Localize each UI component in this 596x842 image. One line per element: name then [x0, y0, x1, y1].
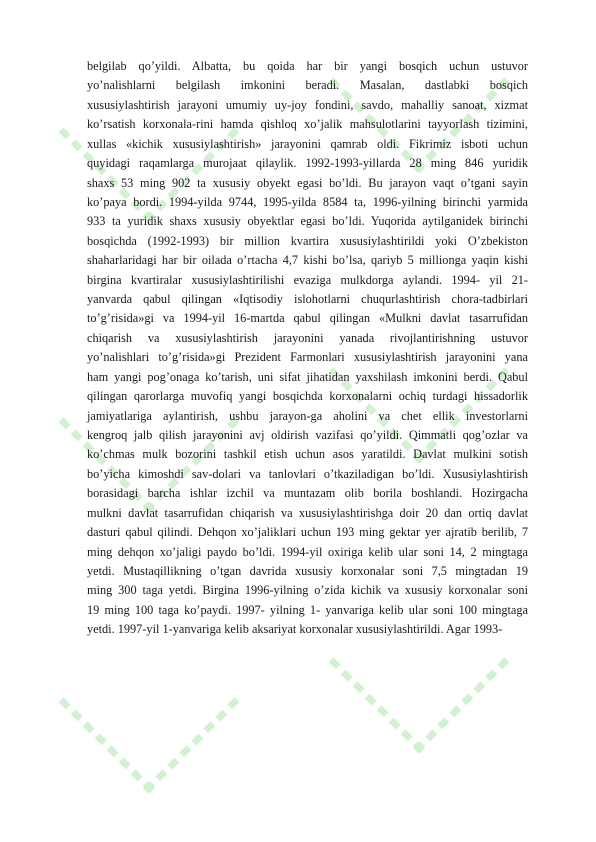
text-line: ko’paya bordi. 1994-yilda 9744, 1995-yilda 8584 ta, 1996-yilning birinchi yarmida [87, 194, 528, 209]
text-line: ko’rsatish korxonala-rini hamda qishloq xo’jalik mahsulotlarini tayyorlash tizimini, [87, 117, 528, 132]
text-line: ko’chmas mulk bozorini tashkil etish uchun asos yaratildi. Davlat mulkini sotish [87, 447, 528, 462]
text-line: jamiyatlariga aylantirish, ushbu jarayon-ga aholini va chet ellik investorlarni [87, 408, 528, 423]
text-line: yo’nalishlarni belgilash imkonini beradi. Masalan, dastlabki bosqich [87, 78, 528, 93]
text-line: belgilab qo’yildi. Albatta, bu qoida har bir yangi bosqich uchun ustuvor [87, 59, 528, 73]
text-line: chiqarish va xususiylashtirish jarayonini yanada rivojlantirishning ustuvor [87, 330, 528, 345]
watermark-chevron-icon [329, 657, 510, 753]
text-line: bosqichda (1992-1993) bir million kvartira xususiylashtirildi yoki O’zbekiston [87, 233, 528, 248]
text-line: xususiylashtirish jarayoni umumiy uy-joy fondini, savdo, mahalliy sanoat, xizmat [87, 97, 528, 112]
text-line: yetdi. 1997-yil 1-yanvariga kelib aksariyat korxonalar xususiylashtirildi. Agar 1993- [87, 622, 503, 637]
text-line: mulkni davlat tasarrufidan chiqarish va xususiylashtirishga doir 20 dan ortiq davlat [87, 505, 528, 520]
text-line: yetdi. Mustaqillikning o’tgan davrida xususiy korxonalar soni 7,5 mingtadan 19 [87, 563, 528, 578]
text-line: 933 ta yuridik shaxs xususiy obyektlar egasi bo’ldi. Yuqorida aytilganidek birinchi [87, 214, 528, 229]
text-line: kengroq jalb qilish jarayonini avj oldirish vazifasi qo’yildi. Qimmatli qog’ozlar va [87, 428, 528, 443]
text-line: 19 ming 100 taga ko’paydi. 1997- yilning 1- yanvariga kelib ular soni 100 mingtaga [87, 602, 528, 617]
watermark-chevron-icon [59, 697, 240, 793]
text-line: ming 300 taga yetdi. Birgina 1996-yilning o’zida kichik va xususiy korxonalar soni [87, 583, 528, 598]
text-line: bo’yicha kimoshdi sav-dolari va tanlovlari o’tkaziladigan bo’ldi. Xususiylashtirish [87, 466, 528, 481]
text-line: birgina kvartiralar xususiylashtirilishi evaziga mulkdorga aylandi. 1994- yil 21- [87, 272, 528, 287]
text-line: to’g’risida»gi va 1994-yil 16-martda qabul qilingan «Mulkni davlat tasarrufidan [87, 311, 528, 326]
body-text [87, 57, 528, 640]
text-line: ham yangi pog’onaga ko’tarish, uni sifat jihatidan yaxshilash imkonini berdi. Qabul [87, 369, 528, 384]
text-line: yo’nalishlari to’g’risida»gi Prezident Farmonlari xususiylashtirish jarayonini yana [87, 350, 528, 365]
text-line: qilingan qarorlarga muvofiq yangi bosqichda korxonalarni ochiq turdagi hissadorlik [87, 389, 528, 404]
text-line: shaharlaridagi har bir oilada o’rtacha 4,7 kishi bo’lsa, qariyb 5 millionga yaqin kishi [87, 253, 528, 268]
text-line: dasturi qabul qilindi. Dehqon xo’jaliklari uchun 193 ming gektar yer ajratib berilib, 7 [87, 525, 528, 540]
text-line: borasidagi barcha ishlar izchil va muntazam olib borila boshlandi. Hozirgacha [87, 486, 528, 501]
text-line: xullas «kichik xususiylashtirish» jarayonini qamrab oldi. Fikrimiz isboti uchun [87, 136, 528, 151]
text-line: ming dehqon xo’jaligi paydo bo’ldi. 1994-yil oxiriga kelib ular soni 14, 2 mingtaga [87, 544, 528, 559]
text-line: yanvarda qabul qilingan «Iqtisodiy islohotlarni chuqurlashtirish chora-tadbirlari [87, 292, 528, 307]
text-line: quyidagi raqamlarga murojaat qilaylik. 1992-1993-yillarda 28 ming 846 yuridik [87, 156, 528, 171]
text-line: shaxs 53 ming 902 ta xususiy obyekt egasi bo’ldi. Bu jarayon vaqt o’tgani sayin [87, 175, 528, 190]
